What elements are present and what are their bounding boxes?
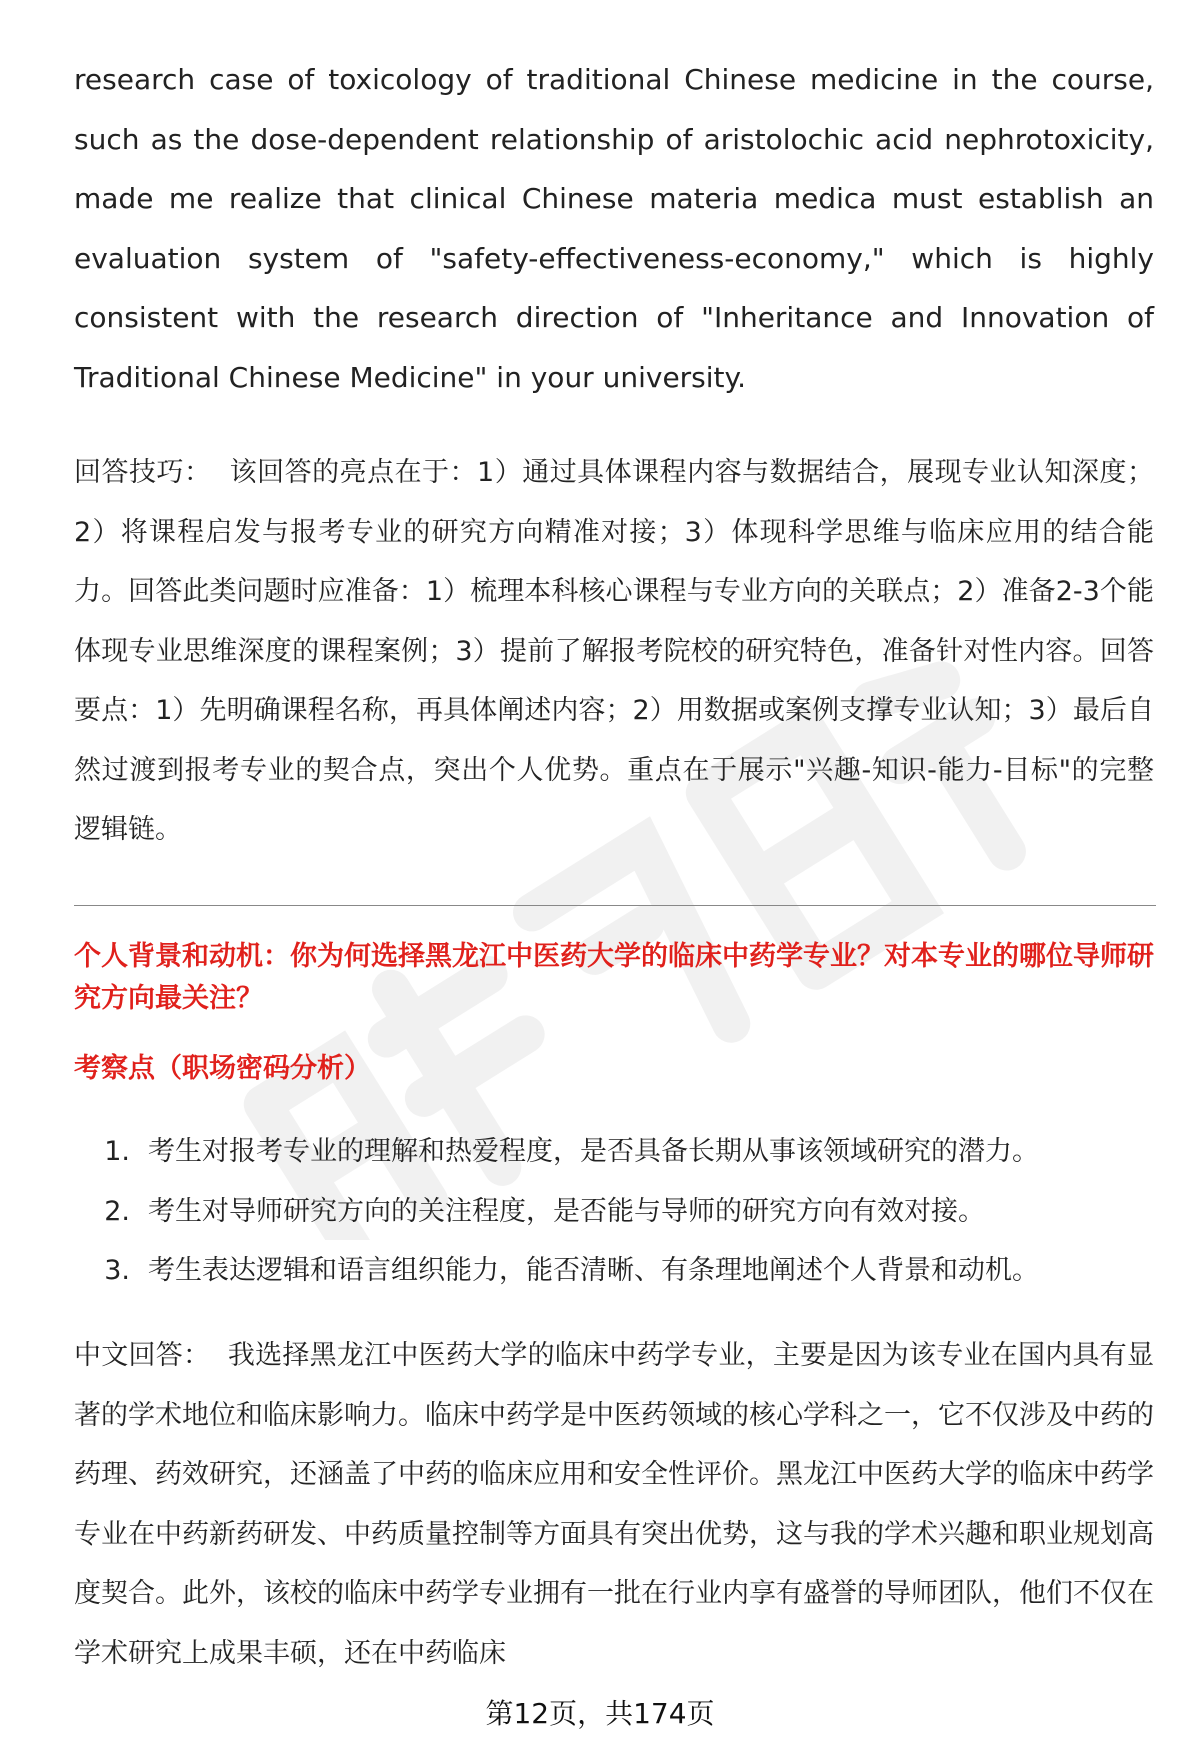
list-item-text: 考生对报考专业的理解和热爱程度，是否具备长期从事该领域研究的潜力。	[148, 1136, 1039, 1167]
list-item-number: 1.	[104, 1136, 130, 1167]
question-heading: 个人背景和动机：你为何选择黑龙江中医药大学的临床中药学专业？对本专业的哪位导师研究方向最关注？	[74, 941, 1154, 1014]
list-item-number: 3.	[104, 1255, 130, 1286]
page-number-footer: 第12页，共174页	[485, 1697, 715, 1730]
tips-text: 该回答的亮点在于：1）通过具体课程内容与数据结合，展现专业认知深度；2）将课程启发与报考专业的研究方向精准对接；3）体现科学思维与临床应用的结合能力。回答此类问题时应准备：1）梳理本科核心课程与专业方向的关联点；2）准备2-3个能体现专业思维深度的课程案例；3）提前了解报考院校的研究特色，准备针对性内容。回答要点：1）先明确课程名称，再具体阐述内容；2）用数据或案例支撑专业认知；3）最后自然过渡到报考专业的契合点，突出个人优势。重点在于展示"兴趣-知识-能力-目标"的完整逻辑链。	[74, 457, 1155, 845]
tips-paragraph	[74, 443, 1154, 860]
answer-text: 我选择黑龙江中医药大学的临床中药学专业，主要是因为该专业在国内具有显著的学术地位和临床影响力。临床中药学是中医药领域的核心学科之一，它不仅涉及中药的药理、药效研究，还涵盖了中药的临床应用和安全性评价。黑龙江中医药大学的临床中药学专业在中药新药研发、中药质量控制等方面具有突出优势，这与我的学术兴趣和职业规划高度契合。此外，该校的临床中药学专业拥有一批在行业内享有盛誉的导师团队，他们不仅在学术研究上成果丰硕，还在中药临床	[74, 1340, 1155, 1669]
assessment-points-list	[74, 1122, 1154, 1301]
list-item-text: 考生对导师研究方向的关注程度，是否能与导师的研究方向有效对接。	[148, 1195, 985, 1227]
list-item	[74, 1182, 1154, 1242]
section-divider	[74, 905, 1156, 906]
english-answer-paragraph: research case of toxicology of traditional Chinese medicine in the course, such as the dose-dependent relationship of aristolochic acid nephrotoxicity, made me realize that clinical Chinese materia medica must establish an evaluation system of "safety-effectiveness-economy," which is highly consistent with the research direction of "Inheritance and Innovation of Traditional Chinese Medicine" in your university.	[74, 63, 1154, 394]
page-body	[74, 50, 1154, 860]
assessment-points-title: 考察点（职场密码分析）	[74, 1053, 371, 1084]
tips-label: 回答技巧：	[74, 457, 212, 488]
answer-label: 中文回答：	[74, 1340, 211, 1371]
list-item-text: 考生表达逻辑和语言组织能力，能否清晰、有条理地阐述个人背景和动机。	[148, 1255, 1039, 1286]
list-item-number: 2.	[104, 1195, 130, 1227]
list-item	[74, 1241, 1154, 1301]
list-item	[74, 1122, 1154, 1182]
chinese-answer-block	[74, 1326, 1154, 1683]
chinese-answer-paragraph	[74, 1326, 1154, 1683]
